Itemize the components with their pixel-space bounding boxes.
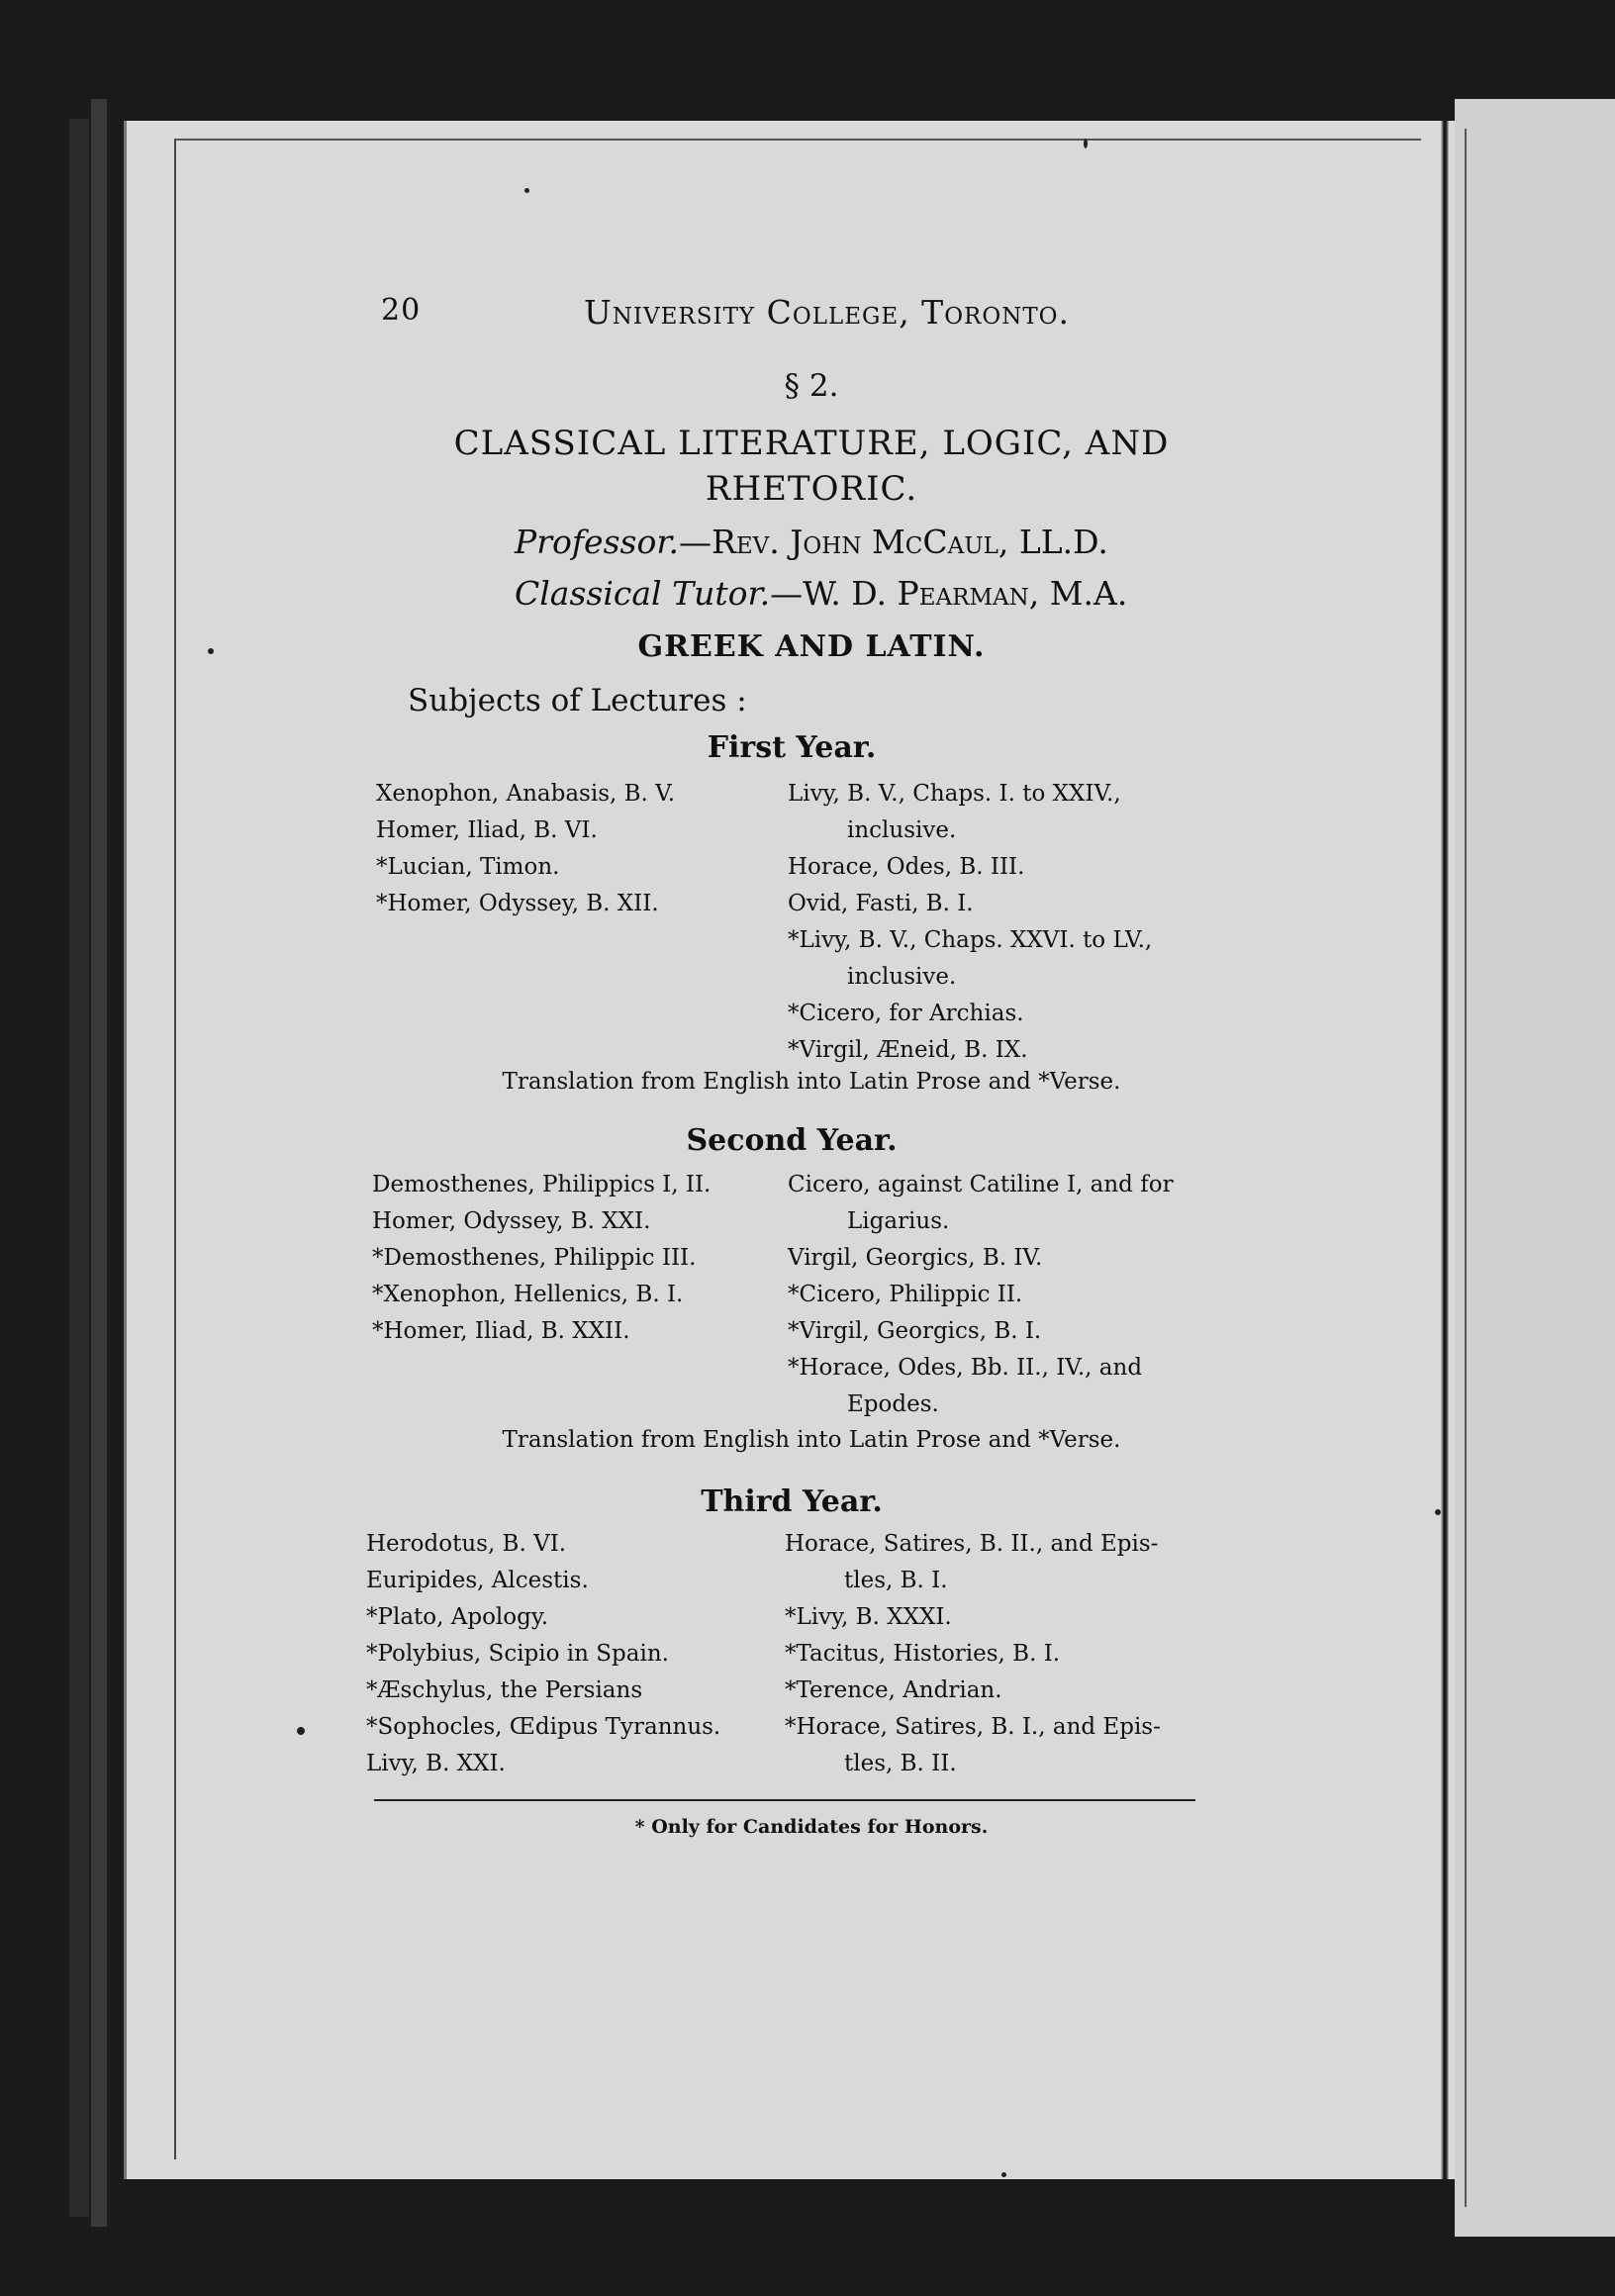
list-item: *Lucian, Timon. [376, 854, 560, 880]
greek-column [376, 776, 675, 922]
scan-speck [297, 1727, 305, 1735]
list-item: *Demosthenes, Philippic III. [372, 1245, 697, 1271]
professor-name: —Rev. John McCaul, LL.D. [678, 523, 1108, 561]
list-item: *Plato, Apology. [366, 1604, 549, 1630]
list-item: *Horace, Odes, Bb. II., IV., and [788, 1355, 1143, 1381]
scan-speck [1001, 2172, 1006, 2177]
lectures-label: Subjects of Lectures : [408, 683, 747, 718]
list-item: Xenophon, Anabasis, B. V. [376, 781, 676, 807]
tutor-role: Classical Tutor. [515, 574, 771, 613]
list-item: inclusive. [847, 817, 957, 843]
latin-column [788, 776, 1152, 1069]
tutor-line [515, 574, 1127, 613]
list-item: Ovid, Fasti, B. I. [788, 891, 974, 916]
list-item: Epodes. [847, 1391, 939, 1417]
adjacent-page [1455, 99, 1615, 2237]
list-item: Ligarius. [847, 1208, 950, 1234]
latin-column [788, 1167, 1174, 1423]
list-item: Herodotus, B. VI. [366, 1531, 567, 1557]
list-item: tles, B. II. [844, 1751, 957, 1776]
list-item: Horace, Odes, B. III. [788, 854, 1025, 880]
latin-column [785, 1526, 1161, 1782]
list-item: Horace, Satires, B. II., and Epis- [785, 1531, 1159, 1557]
scan-speck [1435, 1509, 1441, 1515]
list-item: *Æschylus, the Persians [366, 1677, 643, 1703]
list-item: Euripides, Alcestis. [366, 1568, 589, 1593]
list-item: inclusive. [847, 964, 957, 990]
list-item: *Sophocles, Œdipus Tyrannus. [366, 1714, 721, 1740]
list-item: tles, B. I. [844, 1568, 948, 1593]
professor-line [515, 523, 1108, 561]
book-edge [69, 119, 89, 2217]
page-number: 20 [381, 293, 422, 328]
list-item: *Tacitus, Histories, B. I. [785, 1641, 1061, 1667]
list-item: Homer, Iliad, B. VI. [376, 817, 598, 843]
page-fold [1441, 121, 1449, 2179]
section-title [376, 421, 1247, 512]
list-item: *Virgil, Æneid, B. IX. [788, 1037, 1028, 1063]
year-heading: First Year. [707, 730, 877, 765]
list-item: Livy, B. V., Chaps. I. to XXIV., [788, 781, 1121, 807]
section-number: § 2. [784, 368, 839, 404]
running-title: University College, Toronto. [584, 293, 1071, 332]
list-item: *Cicero, Philippic II. [788, 1282, 1023, 1307]
list-item: *Xenophon, Hellenics, B. I. [372, 1282, 684, 1307]
list-item: *Virgil, Georgics, B. I. [788, 1318, 1042, 1344]
list-item: *Homer, Odyssey, B. XII. [376, 891, 659, 916]
list-item: *Terence, Andrian. [785, 1677, 1002, 1703]
section-title-line: RHETORIC. [705, 469, 918, 509]
year-heading: Third Year. [701, 1484, 883, 1519]
greek-column [372, 1167, 711, 1350]
list-item: *Livy, B. XXXI. [785, 1604, 952, 1630]
list-item: *Polybius, Scipio in Spain. [366, 1641, 669, 1667]
translation-note: Translation from English into Latin Prose and *Verse. [502, 1427, 1121, 1453]
subject-heading: GREEK AND LATIN. [637, 629, 986, 664]
list-item: *Livy, B. V., Chaps. XXVI. to LV., [788, 927, 1153, 953]
list-item: Cicero, against Catiline I, and for [788, 1172, 1174, 1197]
list-item: *Homer, Iliad, B. XXII. [372, 1318, 630, 1344]
section-title-line: CLASSICAL LITERATURE, LOGIC, AND [453, 424, 1170, 463]
scan-speck [208, 648, 214, 654]
list-item: Homer, Odyssey, B. XXI. [372, 1208, 651, 1234]
professor-role: Professor. [515, 523, 679, 561]
list-item: Virgil, Georgics, B. IV. [788, 1245, 1043, 1271]
list-item: *Cicero, for Archias. [788, 1001, 1024, 1026]
translation-note: Translation from English into Latin Prose and *Verse. [502, 1069, 1121, 1095]
book-edge [91, 99, 107, 2227]
footnote-rule [374, 1799, 1195, 1801]
scan-speck [1084, 139, 1088, 148]
tutor-name: —W. D. Pearman, M.A. [770, 574, 1128, 613]
list-item: Demosthenes, Philippics I, II. [372, 1172, 712, 1197]
list-item: Livy, B. XXI. [366, 1751, 506, 1776]
year-heading: Second Year. [686, 1123, 898, 1158]
list-item: *Horace, Satires, B. I., and Epis- [785, 1714, 1161, 1740]
footnote: * Only for Candidates for Honors. [634, 1816, 989, 1838]
greek-column [366, 1526, 720, 1782]
scan-speck [524, 188, 529, 193]
